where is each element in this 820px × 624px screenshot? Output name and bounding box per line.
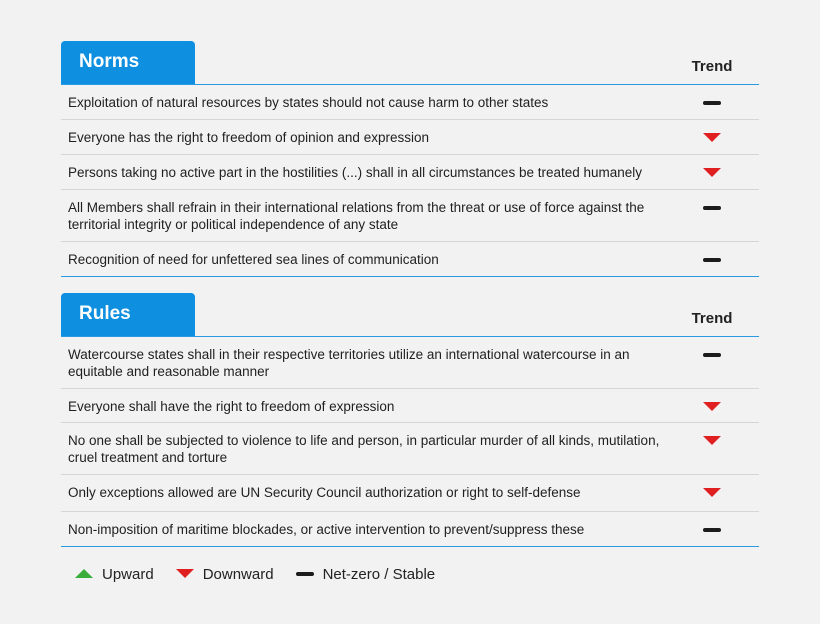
- dash-icon: [703, 101, 721, 105]
- trend-cell: [703, 488, 721, 498]
- row-text: All Members shall refrain in their international relations from the threat or use of force against the territorial integrity or political independence of any state: [68, 200, 645, 232]
- table-row: [61, 85, 759, 120]
- row-text: Persons taking no active part in the hostilities (...) shall in all circumstances be treated humanely: [68, 165, 643, 180]
- legend-stable-label: Net-zero / Stable: [322, 565, 436, 583]
- triangle-down-icon: [176, 569, 194, 578]
- norms-trend-header: Trend: [691, 58, 733, 75]
- row-text: Everyone shall have the right to freedom of expression: [68, 399, 395, 414]
- table-row: [61, 389, 759, 423]
- trend-cell: [703, 402, 721, 412]
- dash-icon: [703, 258, 721, 262]
- row-text: Non-imposition of maritime blockades, or active intervention to prevent/suppress these: [68, 522, 585, 537]
- trend-cell: [703, 350, 721, 360]
- table-row: [61, 512, 759, 547]
- rules-rows: [61, 337, 759, 547]
- triangle-down-icon: [703, 168, 721, 177]
- trend-cell: [703, 168, 721, 178]
- row-text: Everyone has the right to freedom of opinion and expression: [68, 130, 429, 145]
- table-row: [61, 155, 759, 190]
- row-text: Recognition of need for unfettered sea lines of communication: [68, 252, 439, 267]
- triangle-down-icon: [703, 436, 721, 445]
- row-text: Watercourse states shall in their respective territories utilize an international watercourse in an equitable and reasonable manner: [68, 347, 630, 379]
- row-text: Only exceptions allowed are UN Security Council authorization or right to self-defense: [68, 485, 581, 500]
- norms-header: [61, 41, 759, 85]
- legend-downward-label: Downward: [202, 565, 274, 583]
- triangle-up-icon: [75, 569, 93, 578]
- triangle-down-icon: [703, 402, 721, 411]
- trend-cell: [703, 255, 721, 265]
- dash-icon: [703, 206, 721, 210]
- table-row: [61, 242, 759, 277]
- rules-section: [61, 293, 759, 547]
- table-row: [61, 120, 759, 155]
- rules-trend-header: Trend: [691, 310, 733, 327]
- legend-downward: [176, 566, 274, 583]
- legend: [75, 563, 457, 585]
- legend-upward: [75, 566, 154, 583]
- table-row: [61, 190, 759, 242]
- triangle-down-icon: [703, 488, 721, 497]
- norms-rows: [61, 85, 759, 277]
- trend-cell: [703, 133, 721, 143]
- trend-cell: [703, 98, 721, 108]
- table-row: [61, 337, 759, 389]
- dash-icon: [703, 353, 721, 357]
- rules-title: Rules: [61, 293, 195, 336]
- norms-title: Norms: [61, 41, 195, 84]
- dash-icon: [703, 528, 721, 532]
- triangle-down-icon: [703, 133, 721, 142]
- trend-cell: [703, 525, 721, 535]
- trend-cell: [703, 436, 721, 446]
- dash-icon: [296, 572, 314, 576]
- legend-stable: [296, 566, 436, 583]
- row-text: Exploitation of natural resources by states should not cause harm to other states: [68, 95, 549, 110]
- table-row: [61, 423, 759, 475]
- norms-section: [61, 41, 759, 277]
- legend-upward-label: Upward: [102, 565, 154, 583]
- trend-cell: [703, 203, 721, 213]
- table-row: [61, 475, 759, 512]
- row-text: No one shall be subjected to violence to life and person, in particular murder of all kinds, mutilation, cruel treatment and torture: [68, 433, 660, 465]
- rules-header: [61, 293, 759, 337]
